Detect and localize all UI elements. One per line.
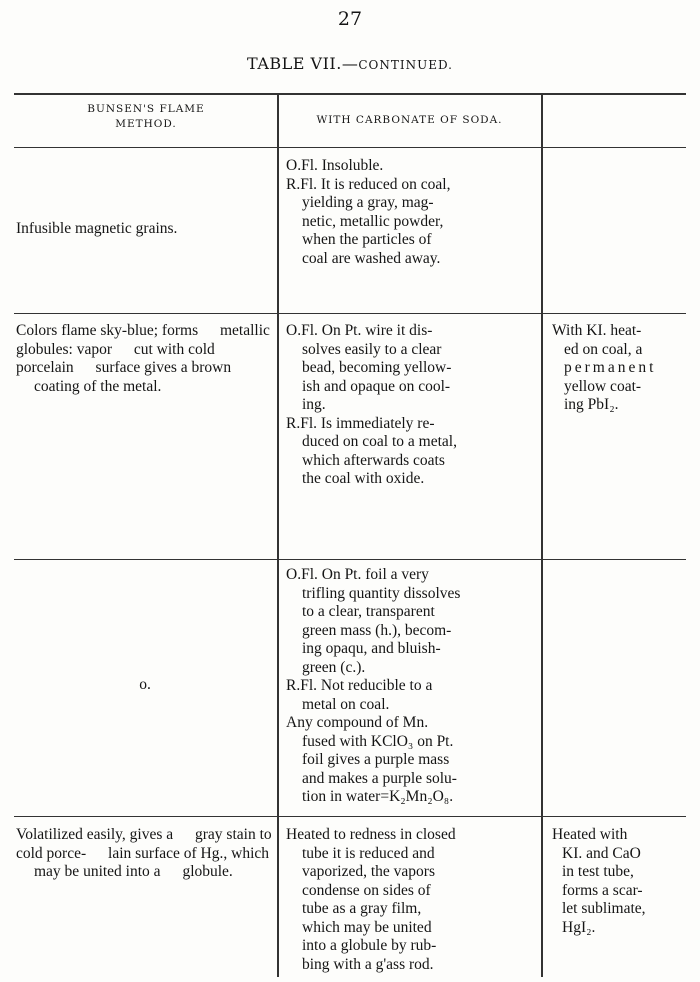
text-line: gray stain to cold porce-: [16, 826, 272, 862]
text-line: when the particles of: [302, 231, 432, 248]
text-line: forms a scar-: [562, 881, 643, 899]
text-line: Heated to redness in closed: [286, 826, 456, 843]
row-1-col2: [286, 157, 538, 268]
text-line: solves easily to a clear: [302, 340, 442, 358]
text-line: R.Fl. Is immediately re-: [286, 414, 435, 432]
text-line: permanent: [564, 359, 657, 376]
row-1-col1: [16, 220, 274, 239]
row-3-col2-entry: [286, 566, 538, 677]
row-rule-3: [14, 816, 686, 817]
text-line: in test tube,: [562, 863, 634, 880]
top-rule: [14, 93, 686, 95]
row-3-col1: [16, 676, 274, 695]
text-line: into a globule by rub-: [302, 937, 437, 954]
text-line: KI. and CaO: [562, 844, 641, 862]
text-line: bing with a g'ass rod.: [302, 955, 434, 973]
text-line: may be united into a: [34, 863, 161, 880]
text-line: trifling quantity dissolves: [302, 584, 461, 602]
text-line: tube it is reduced and: [302, 844, 435, 862]
text-line: cut with cold porcelain: [16, 340, 215, 376]
page-number: 27: [337, 8, 363, 30]
row-1-col1-line: Infusible magnetic grains.: [16, 220, 178, 237]
row-1-col2-entry: [286, 176, 538, 269]
column-divider-1: [277, 95, 279, 977]
text-line: let sublimate,: [562, 900, 646, 917]
text-line: foil gives a purple mass: [302, 751, 450, 768]
text-line: which afterwards coats: [302, 451, 445, 469]
text-line: green (c.).: [302, 658, 366, 676]
header-col1-line: BUNSEN'S FLAME: [87, 103, 205, 115]
text-line: bead, becoming yellow-: [302, 359, 452, 376]
text-line: which may be united: [302, 918, 432, 936]
row-2-col3: [552, 322, 692, 415]
text-line: tube as a gray film,: [302, 900, 422, 917]
row-4-col2-entry: [286, 826, 538, 974]
text-line: metal on coal.: [302, 695, 390, 713]
text-line: Volatilized easily, gives a: [16, 826, 174, 843]
text-line: duced on coal to a metal,: [302, 433, 457, 450]
table-title-continued: CONTINUED.: [358, 58, 453, 72]
text-line: fused with KClO₃ on Pt.: [302, 732, 454, 750]
text-line: Heated with: [552, 826, 628, 843]
text-line: yellow coat-: [564, 377, 642, 395]
row-4-col2: [286, 826, 538, 974]
text-line: ing PbI₂.: [564, 396, 619, 413]
row-1-col2-entry: [286, 157, 538, 176]
row-3-col2-entry: [286, 714, 538, 807]
header-col1-line: METHOD.: [115, 118, 177, 130]
header-rule: [14, 147, 686, 148]
row-2-col2-entry: [286, 415, 538, 489]
row-2-col2: [286, 322, 538, 489]
text-line: coating of the metal.: [34, 377, 162, 395]
text-line: netic, metallic powder,: [302, 212, 444, 230]
text-line: yielding a gray, mag-: [302, 194, 434, 211]
text-line: to a clear, transparent: [302, 603, 435, 620]
row-4-col3: [552, 826, 692, 937]
table-title: [0, 54, 700, 73]
text-line: HgI₂.: [562, 918, 596, 936]
text-line: green mass (h.), becom-: [302, 621, 452, 639]
text-line: Colors flame sky-blue; forms: [16, 322, 199, 339]
text-line: R.Fl. It is reduced on coal,: [286, 175, 451, 193]
text-line: With KI. heat-: [552, 322, 642, 339]
text-line: o.: [139, 676, 151, 693]
row-rule-1: [14, 313, 686, 314]
row-3-col2: [286, 566, 538, 807]
text-line: condense on sides of: [302, 881, 431, 899]
row-2-col2-entry: [286, 322, 538, 415]
text-line: R.Fl. Not reducible to a: [286, 677, 433, 694]
text-line: surface gives a brown: [95, 359, 232, 376]
text-line: the coal with oxide.: [302, 470, 425, 487]
text-line: ing.: [302, 396, 326, 413]
text-line: globule.: [182, 863, 233, 880]
row-3-col2-entry: [286, 677, 538, 714]
text-line: vaporized, the vapors: [302, 863, 435, 880]
text-line: ing opaqu, and bluish-: [302, 640, 441, 657]
row-4-col1: [16, 826, 274, 882]
text-line: Any compound of Mn.: [286, 714, 429, 731]
header-col1: [20, 102, 272, 132]
table-title-main: TABLE VII.—: [247, 54, 359, 73]
text-line: ish and opaque on cool-: [302, 377, 451, 395]
text-line: lain surface of Hg., which: [108, 844, 270, 862]
text-line: O.Fl. On Pt. wire it dis-: [286, 322, 433, 339]
column-divider-2: [541, 95, 543, 977]
header-col2: WITH CARBONATE OF SODA.: [316, 114, 503, 126]
text-line: ed on coal, a: [564, 340, 643, 358]
text-line: O.Fl. Insoluble.: [286, 157, 384, 174]
text-line: coal are washed away.: [302, 249, 441, 267]
text-line: metallic globules: vapor: [16, 322, 270, 358]
text-line: tion in water=K₂Mn₂O₈.: [302, 788, 454, 805]
text-line: and makes a purple solu-: [302, 769, 457, 787]
row-rule-2: [14, 559, 686, 560]
text-line: O.Fl. On Pt. foil a very: [286, 566, 429, 583]
row-2-col1: [16, 322, 274, 396]
